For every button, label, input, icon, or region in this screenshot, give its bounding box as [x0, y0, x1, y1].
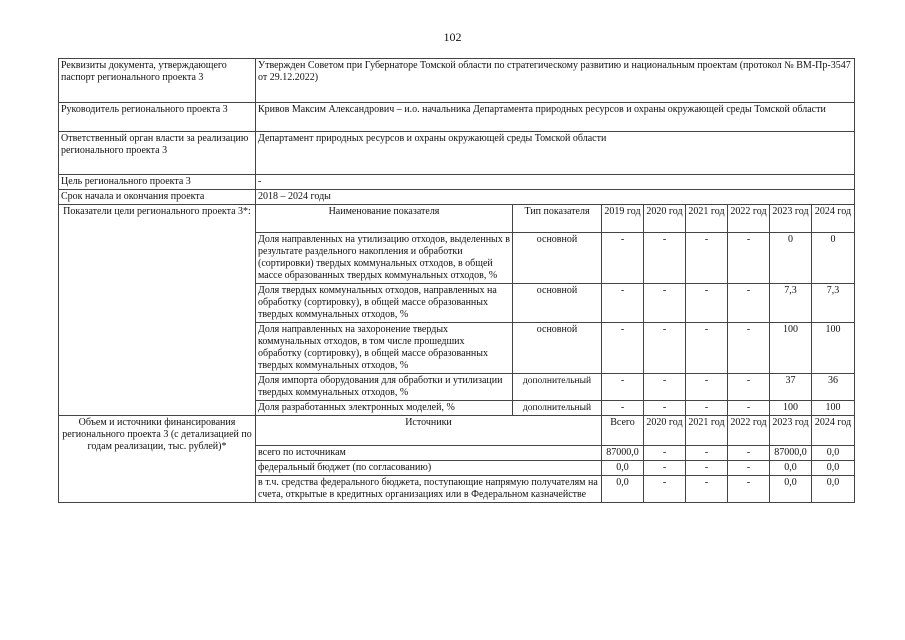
indicator-value: - [602, 323, 644, 374]
indicator-value: 36 [812, 374, 855, 401]
head-label: Руководитель регионального проекта 3 [59, 103, 256, 132]
year-header: 2021 год [686, 416, 728, 446]
indicator-value: - [728, 374, 770, 401]
authority-value: Департамент природных ресурсов и охраны окружающей среды Томской области [256, 132, 855, 175]
year-header: 2023 год [770, 205, 812, 233]
source-value: 0,0 [770, 461, 812, 476]
source-value: - [644, 446, 686, 461]
requisites-value: Утвержден Советом при Губернаторе Томской области по стратегическому развитию и национальным проектам (протокол № ВМ-Пр-3547 от 29.12.2022) [256, 59, 855, 103]
page-number: 102 [443, 30, 462, 44]
indicator-value: - [686, 323, 728, 374]
source-value: - [644, 476, 686, 503]
indicators-header-row [59, 205, 855, 233]
indicator-value: - [728, 401, 770, 416]
indicator-value: - [602, 374, 644, 401]
indicator-name: Доля импорта оборудования для обработки и утилизации твердых коммунальных отходов, % [256, 374, 513, 401]
period-label: Срок начала и окончания проекта [59, 190, 256, 205]
indicator-name: Доля разработанных электронных моделей, % [256, 401, 513, 416]
year-header: 2020 год [644, 205, 686, 233]
year-header: 2024 год [812, 416, 855, 446]
source-value: - [686, 476, 728, 503]
source-value: - [644, 461, 686, 476]
source-value: 87000,0 [770, 446, 812, 461]
requisites-row [59, 59, 855, 103]
indicator-name: Доля направленных на утилизацию отходов, выделенных в результате раздельного накопления и обработки (сортировки) твердых коммунальных отходов, в общей массе образованных твердых коммунальных отходов, % [256, 233, 513, 284]
indicator-value: 37 [770, 374, 812, 401]
goal-row [59, 175, 855, 190]
indicator-value: - [644, 374, 686, 401]
indicator-value: 0 [770, 233, 812, 284]
indicator-type: основной [513, 284, 602, 323]
indicator-value: 100 [812, 323, 855, 374]
goal-label: Цель регионального проекта 3 [59, 175, 256, 190]
indicator-value: 100 [770, 323, 812, 374]
source-value: - [728, 461, 770, 476]
source-value: - [728, 446, 770, 461]
source-name: в т.ч. средства федерального бюджета, поступающие напрямую получателям на счета, открытые в кредитных организациях или в Федеральном казначействе [256, 476, 602, 503]
indicator-value: - [602, 233, 644, 284]
year-header: 2020 год [644, 416, 686, 446]
year-header: 2024 год [812, 205, 855, 233]
indicator-value: - [728, 284, 770, 323]
source-value: - [686, 461, 728, 476]
indicator-type: дополнительный [513, 401, 602, 416]
indicator-value: 100 [812, 401, 855, 416]
indicator-value: - [686, 284, 728, 323]
source-total: 87000,0 [602, 446, 644, 461]
indicator-value: - [644, 233, 686, 284]
authority-label: Ответственный орган власти за реализацию регионального проекта 3 [59, 132, 256, 175]
indicator-value: - [602, 401, 644, 416]
source-value: - [728, 476, 770, 503]
source-total: 0,0 [602, 476, 644, 503]
head-value: Кривов Максим Александрович – и.о. начальника Департамента природных ресурсов и охраны окружающей среды Томской области [256, 103, 855, 132]
indicator-value: 0 [812, 233, 855, 284]
indicator-name: Доля твердых коммунальных отходов, направленных на обработку (сортировку), в общей массе образованных твердых коммунальных отходов, % [256, 284, 513, 323]
source-name: федеральный бюджет (по согласованию) [256, 461, 602, 476]
indicator-value: - [686, 233, 728, 284]
period-row [59, 190, 855, 205]
year-header: 2022 год [728, 205, 770, 233]
head-row [59, 103, 855, 132]
indicator-value: - [728, 233, 770, 284]
source-value: - [686, 446, 728, 461]
indicators-label: Показатели цели регионального проекта 3*: [59, 205, 256, 416]
source-value: 0,0 [812, 446, 855, 461]
indicator-value: - [644, 323, 686, 374]
indicator-value: - [686, 374, 728, 401]
source-value: 0,0 [812, 476, 855, 503]
sources-header: Источники [256, 416, 602, 446]
indicator-value: - [602, 284, 644, 323]
source-name: всего по источникам [256, 446, 602, 461]
indicator-value: - [728, 323, 770, 374]
year-header: 2021 год [686, 205, 728, 233]
source-value: 0,0 [812, 461, 855, 476]
indicator-value: - [644, 401, 686, 416]
indicator-name: Доля направленных на захоронение твердых коммунальных отходов, в том числе прошедших обработку (сортировку), в общей массе образованных твердых коммунальных отходов, % [256, 323, 513, 374]
indicator-name-header: Наименование показателя [256, 205, 513, 233]
year-header: 2023 год [770, 416, 812, 446]
indicator-value: 7,3 [812, 284, 855, 323]
total-header: Всего [602, 416, 644, 446]
project-passport-table [58, 58, 855, 503]
source-total: 0,0 [602, 461, 644, 476]
indicator-value: 7,3 [770, 284, 812, 323]
requisites-label: Реквизиты документа, утверждающего паспорт регионального проекта 3 [59, 59, 256, 103]
financing-header-row [59, 416, 855, 446]
authority-row [59, 132, 855, 175]
indicator-type-header: Тип показателя [513, 205, 602, 233]
year-header: 2019 год [602, 205, 644, 233]
source-value: 0,0 [770, 476, 812, 503]
indicator-type: основной [513, 233, 602, 284]
year-header: 2022 год [728, 416, 770, 446]
indicator-value: - [686, 401, 728, 416]
financing-label: Объем и источники финансирования регионального проекта 3 (с детализацией по годам реализации, тыс. рублей)* [59, 416, 256, 503]
indicator-type: дополнительный [513, 374, 602, 401]
goal-value: - [256, 175, 855, 190]
period-value: 2018 – 2024 годы [256, 190, 855, 205]
indicator-value: 100 [770, 401, 812, 416]
indicator-value: - [644, 284, 686, 323]
indicator-type: основной [513, 323, 602, 374]
